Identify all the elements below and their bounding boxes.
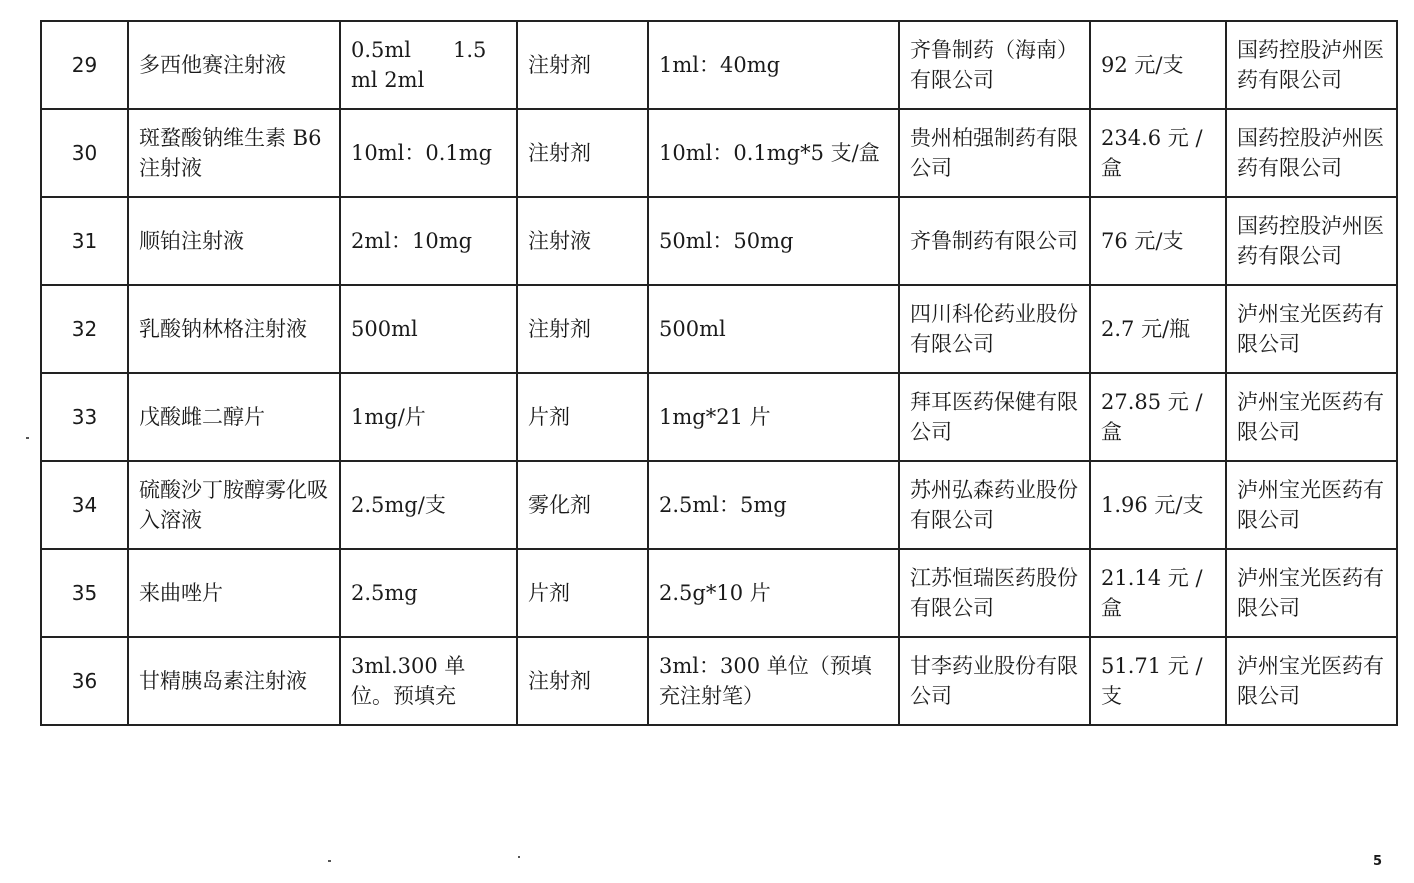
specification-cell: 3ml.300 单位。预填充 [340,637,517,725]
price-cell: 27.85 元 / 盒 [1090,373,1226,461]
specification-cell: 0.5ml 1.5ml 2ml [340,21,517,109]
specification-cell: 10ml：0.1mg [340,109,517,197]
distributor-cell: 国药控股泸州医药有限公司 [1226,109,1397,197]
price-cell: 234.6 元 / 盒 [1090,109,1226,197]
distributor-cell: 国药控股泸州医药有限公司 [1226,197,1397,285]
drug-name-cell: 戊酸雌二醇片 [128,373,340,461]
distributor-cell: 泸州宝光医药有限公司 [1226,285,1397,373]
drug-price-table [40,20,1398,726]
dosage-form-cell: 注射剂 [517,637,648,725]
row-number-cell: 29 [41,21,128,109]
specification-cell: 2.5mg [340,549,517,637]
drug-name-cell: 多西他赛注射液 [128,21,340,109]
specification-cell: 2ml：10mg [340,197,517,285]
page-number: 5 [1372,854,1382,869]
dosage-form-cell: 片剂 [517,373,648,461]
package-spec-cell: 10ml：0.1mg*5 支/盒 [648,109,899,197]
table-row [41,109,1397,197]
row-number-cell: 33 [41,373,128,461]
manufacturer-cell: 苏州弘森药业股份有限公司 [899,461,1090,549]
row-number-cell: 35 [41,549,128,637]
row-number-cell: 32 [41,285,128,373]
drug-name-cell: 乳酸钠林格注射液 [128,285,340,373]
specification-cell: 1mg/片 [340,373,517,461]
drug-name-cell: 顺铂注射液 [128,197,340,285]
table-row [41,285,1397,373]
dosage-form-cell: 注射剂 [517,285,648,373]
drug-name-cell: 来曲唑片 [128,549,340,637]
specification-cell: 500ml [340,285,517,373]
price-cell: 2.7 元/瓶 [1090,285,1226,373]
package-spec-cell: 1ml：40mg [648,21,899,109]
package-spec-cell: 3ml：300 单位（预填充注射笔） [648,637,899,725]
row-number-cell: 36 [41,637,128,725]
price-cell: 76 元/支 [1090,197,1226,285]
table-row [41,549,1397,637]
specification-cell: 2.5mg/支 [340,461,517,549]
dosage-form-cell: 雾化剂 [517,461,648,549]
price-cell: 92 元/支 [1090,21,1226,109]
distributor-cell: 国药控股泸州医药有限公司 [1226,21,1397,109]
distributor-cell: 泸州宝光医药有限公司 [1226,461,1397,549]
table-row [41,461,1397,549]
dosage-form-cell: 注射剂 [517,21,648,109]
dosage-form-cell: 片剂 [517,549,648,637]
package-spec-cell: 1mg*21 片 [648,373,899,461]
manufacturer-cell: 四川科伦药业股份有限公司 [899,285,1090,373]
manufacturer-cell: 甘李药业股份有限公司 [899,637,1090,725]
distributor-cell: 泸州宝光医药有限公司 [1226,549,1397,637]
scan-speck [26,437,29,439]
table-row [41,197,1397,285]
table-row [41,21,1397,109]
row-number-cell: 31 [41,197,128,285]
table-row [41,637,1397,725]
price-cell: 21.14 元 / 盒 [1090,549,1226,637]
drug-name-cell: 硫酸沙丁胺醇雾化吸入溶液 [128,461,340,549]
package-spec-cell: 2.5ml：5mg [648,461,899,549]
row-number-cell: 34 [41,461,128,549]
manufacturer-cell: 齐鲁制药有限公司 [899,197,1090,285]
row-number-cell: 30 [41,109,128,197]
manufacturer-cell: 拜耳医药保健有限公司 [899,373,1090,461]
scan-speck [328,860,331,862]
drug-name-cell: 甘精胰岛素注射液 [128,637,340,725]
price-cell: 1.96 元/支 [1090,461,1226,549]
distributor-cell: 泸州宝光医药有限公司 [1226,373,1397,461]
table-body [41,21,1397,725]
manufacturer-cell: 贵州柏强制药有限公司 [899,109,1090,197]
package-spec-cell: 50ml：50mg [648,197,899,285]
price-cell: 51.71 元 / 支 [1090,637,1226,725]
manufacturer-cell: 齐鲁制药（海南）有限公司 [899,21,1090,109]
scan-speck [518,856,520,858]
distributor-cell: 泸州宝光医药有限公司 [1226,637,1397,725]
drug-name-cell: 斑蝥酸钠维生素 B6 注射液 [128,109,340,197]
dosage-form-cell: 注射剂 [517,109,648,197]
manufacturer-cell: 江苏恒瑞医药股份有限公司 [899,549,1090,637]
dosage-form-cell: 注射液 [517,197,648,285]
package-spec-cell: 500ml [648,285,899,373]
table-row [41,373,1397,461]
package-spec-cell: 2.5g*10 片 [648,549,899,637]
